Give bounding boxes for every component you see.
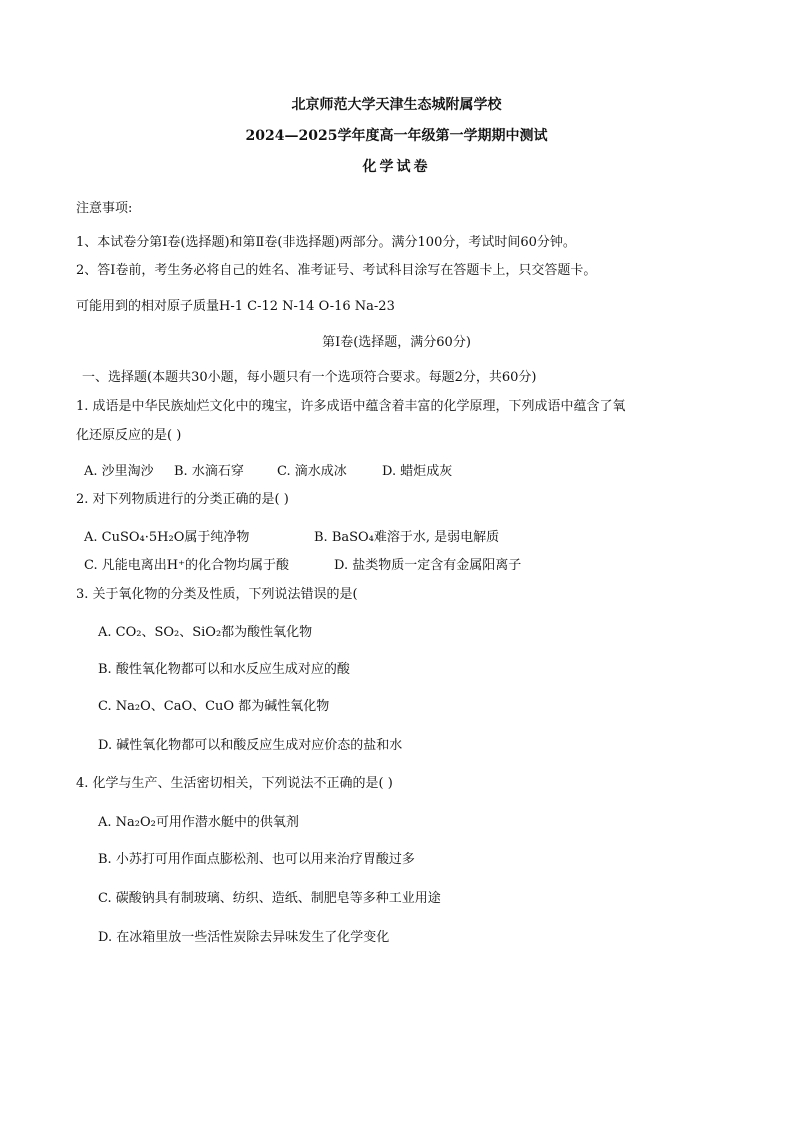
q1-option-c: C. 滴水成冰 — [277, 464, 347, 479]
q1-stem-line2: 化还原反应的是( ) — [76, 428, 182, 443]
q4-option-d: D. 在冰箱里放一些活性炭除去异味发生了化学变化 — [98, 930, 390, 945]
q2-stem: 2. 对下列物质进行的分类正确的是( ) — [76, 492, 289, 507]
q3-stem: 3. 关于氧化物的分类及性质，下列说法错误的是( — [76, 587, 358, 602]
exam-term-title: 2024—2025学年度高一年级第一学期期中测试 — [245, 128, 548, 144]
atomic-mass-line: 可能用到的相对原子质量H-1 C-12 N-14 O-16 Na-23 — [76, 299, 395, 314]
q2-option-d: D. 盐类物质一定含有金属阳离子 — [334, 558, 522, 573]
q2-option-a: A. CuSO₄·5H₂O属于纯净物 — [84, 530, 250, 545]
q2-option-b: B. BaSO₄难溶于水, 是弱电解质 — [314, 530, 500, 545]
q3-option-c: C. Na₂O、CaO、CuO 都为碱性氧化物 — [98, 699, 330, 714]
notes-title: 注意事项: — [76, 201, 133, 216]
section-instruction: 一、选择题(本题共30小题，每小题只有一个选项符合要求。每题2分，共60分) — [82, 370, 537, 385]
q1-option-d: D. 蜡炬成灰 — [382, 464, 453, 479]
q4-option-b: B. 小苏打可用作面点膨松剂、也可以用来治疗胃酸过多 — [98, 852, 415, 867]
q4-option-a: A. Na₂O₂可用作潜水艇中的供氧剂 — [98, 815, 299, 830]
notes-item-1: 1、本试卷分第Ⅰ卷(选择题)和第Ⅱ卷(非选择题)两部分。满分100分，考试时间60分钟。 — [76, 235, 576, 250]
q1-stem-line1: 1. 成语是中华民族灿烂文化中的瑰宝，许多成语中蕴含着丰富的化学原理，下列成语中蕴含了氧 — [76, 399, 626, 414]
q3-option-d: D. 碱性氧化物都可以和酸反应生成对应价态的盐和水 — [98, 738, 403, 753]
notes-item-2: 2、答Ⅰ卷前，考生务必将自己的姓名、准考证号、考试科目涂写在答题卡上，只交答题卡。 — [76, 263, 597, 278]
q4-option-c: C. 碳酸钠具有制玻璃、纺织、造纸、制肥皂等多种工业用途 — [98, 891, 441, 906]
q3-option-b: B. 酸性氧化物都可以和水反应生成对应的酸 — [98, 662, 350, 677]
q1-option-b: B. 水滴石穿 — [174, 464, 244, 479]
school-name: 北京师范大学天津生态城附属学校 — [291, 97, 502, 113]
subject-title: 化学试卷 — [362, 159, 431, 175]
q2-option-c: C. 凡能电离出H⁺的化合物均属于酸 — [84, 558, 289, 573]
q1-option-a: A. 沙里淘沙 — [84, 464, 154, 479]
q3-option-a: A. CO₂、SO₂、SiO₂都为酸性氧化物 — [98, 625, 313, 640]
q4-stem: 4. 化学与生产、生活密切相关，下列说法不正确的是( ) — [76, 776, 393, 791]
section-title: 第Ⅰ卷(选择题，满分60分) — [322, 335, 471, 350]
